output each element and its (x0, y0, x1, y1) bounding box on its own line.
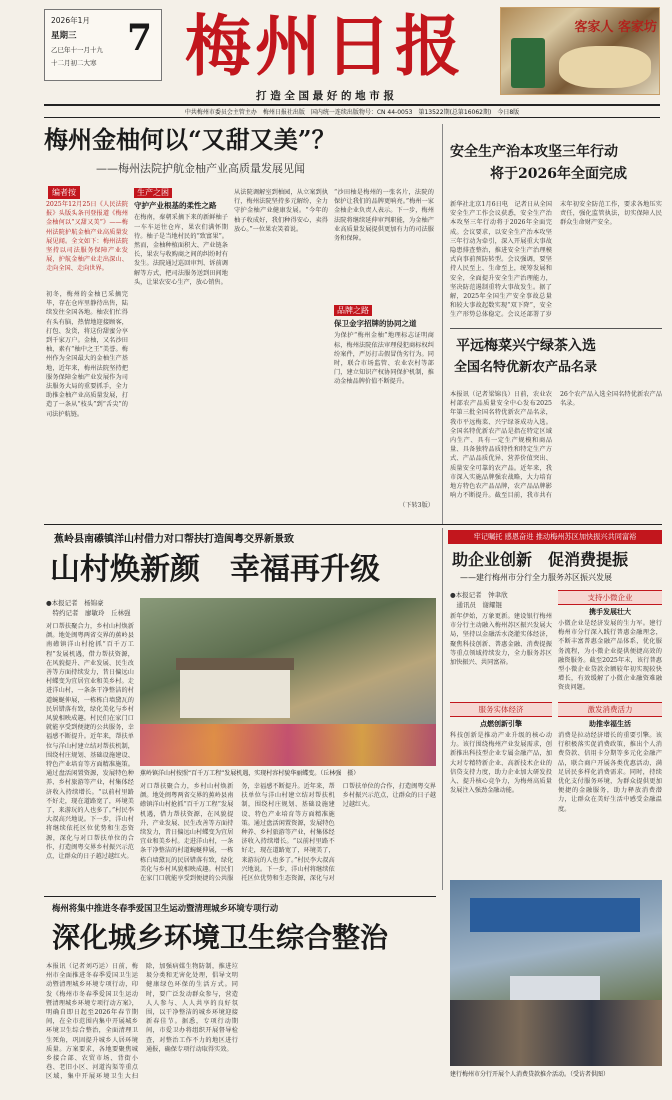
lead-subhead: ——梅州法院护航金柚产业高质量发展见闻 (96, 162, 305, 175)
village-body-cols: 对口帮扶聚合力，乡村山村焕新颜。地处闽粤两省交界的蕉岭县南礤镇洋山村抢抓“百千万工程”发展机遇，借力帮扶资源，在风貌提升、产业发展、民生改善等方面持续发力，昔日偏远山村蝶变为宜居宜业和美乡村。走进洋山村，一条条干净整洁的村道蜿蜒伸展，一栋栋白墙黛瓦的民居错落有致，绿化美化与乡村风貌相映成趣。村民们在家门口就能享受到便捷的公共服务，幸福感不断提升。近年来，帮扶单位与洋山村建立结对帮扶机制，围绕村庄规划、基础设施建设、特色产业培育等方面精准施策。通过盘活闲置资源，发展特色种养、乡村旅游等产业，村集体经济收入持续增长。“以前村里路不好走，现在道路宽了，环境美了，来游玩的人也多了。”村民李大叔高兴地说。下一步，洋山村将继续依托区位优势和生态资源，深化与对口帮扶单位的合作，打造闽粤交界乡村振兴示范点，让群众的日子越过越红火。 (140, 783, 436, 883)
lead-body-1: 初冬，梅州的金柚已采摘完毕，存在仓库里静待出售，陆续发往全国各地。柚农们忙得有头有脑，热情地迎接顾客，打包、发货，将这份甜蜜分享到千家万户。金柚，又名沙田柚，素有“柚中之王”美誉。梅州作为全国最大的金柚生产基地，近年来，梅州法院坚持把服务保障金柚产业发展作为司法服务大局的重要抓手，全力助推金柚产业高质量发展，打造了一条从“枝头”到“舌尖”的司法护航链。 (46, 291, 128, 418)
date-box (44, 9, 162, 81)
section-rule-2 (44, 896, 436, 897)
ad-brand: 客家人 客家坊 (574, 20, 657, 35)
finance-banner: 牢记嘱托 感恩奋进 推动梅州苏区加快振兴共同富裕 (448, 530, 662, 544)
box-consumption (558, 702, 662, 893)
col-divider-lower (442, 528, 443, 890)
editor-note: 2025年12月25日《人民法院报》头版头条刊登报道《梅州金柚何以“又甜又美”》——梅州法院护航金柚产业高质量发展见闻。全文如下：梅州法院坚持以司法服务保障产业发展，护航金柚产业走出深山、走向全国、走向世界。 (46, 201, 128, 273)
tea-headline-2: 全国名特优新农产品名录 (454, 360, 598, 375)
lead-continued: （下转3版） (399, 502, 434, 510)
photo-banner (470, 898, 640, 932)
weekday: 星期三 (51, 31, 77, 41)
village-photo (140, 598, 436, 766)
lead-body-4: 为保护“梅州金柚”地理标志证明商标，梅州法院依法审理侵犯商标权纠纷案件，严厉打击假冒伪劣行为。同时，联合市场监管、农业农村等部门，建立知识产权协同保护机制，推动金柚品牌价值不断提升。 (334, 332, 434, 386)
health-headline: 深化城乡环境卫生综合整治 (52, 921, 389, 954)
col-divider-right (442, 124, 443, 524)
photo-flowers (140, 724, 436, 766)
section-subtitle-production: 守护产业根基的柔性之路 (134, 201, 217, 211)
village-headline: 山村焕新颜 幸福再升级 (50, 552, 380, 587)
newspaper-slogan: 打 造 全 国 最 好 的 地 市 报 (256, 90, 394, 102)
health-kicker: 梅州将集中推进冬春季爱国卫生运动暨清理城乡环境专项行动 (52, 903, 279, 913)
section-tag-production: 生产之困 (134, 188, 172, 198)
box2-head: 服务实体经济 (450, 702, 552, 717)
section-subtitle-brand: 保卫金字招牌的协同之道 (334, 319, 417, 329)
finance-headline: 助企业创新 促消费提振 (452, 550, 629, 569)
box-real-economy (450, 702, 552, 893)
box3-sub: 助推幸福生活 (589, 719, 631, 728)
box-small-business (558, 590, 662, 715)
tea-body: 本报讯（记者梁锦良）日前，农业农村部农产品质量安全中心发布2025年第三批全国名特优新农产品名录，我市平远梅菜、兴宁绿茶成功入选。全国名特优新农产品是指在特定区域内生产、具有一定生产规模和商品量、具备独特品质特性和特定生产方式、产品品质优异、营养价值突出、质量安全可靠的农产品。近年来，我市深入实施品牌强农战略，大力培育地方特色农产品品牌，农产品品牌影响力不断提升。截至目前，我市共有26个农产品入选全国名特优新农产品名录。 (450, 391, 662, 500)
lead-headline: 梅州金柚何以“又甜又美”？ (44, 125, 336, 154)
safety-headline-2: 将于2026年全面完成 (490, 166, 627, 182)
section-tag-brand: 品牌之路 (334, 305, 372, 316)
publisher-line: 中共梅州市委员会主管主办 梅州日报社出版 国内统一连续出版物号：CN 44-0053 第13522期(总第16062期) 今日8版 (184, 109, 520, 116)
tea-headline-1: 平远梅菜兴宁绿茶入选 (456, 338, 596, 354)
finance-caption: 建行梅州市分行开展个人消费贷款推介活动。（受访者供图） (450, 1071, 610, 1078)
finance-byline-2: 通讯员 谢耀锟 (450, 601, 502, 609)
safety-tea-divider (450, 328, 662, 329)
lead-body-3: 从法院调解室到柚园，从立案到执行，梅州法院坚持多元解纷，全力守护金柚产业健康发展。“今年的柚子收成好，我们种得安心，卖得放心。”一位果农笑着说。 (234, 189, 328, 233)
village-byline-2: 特约记者 廖敏玲 丘林强 (46, 609, 131, 617)
village-kicker: 蕉岭县南礤镇洋山村借力对口帮扶打造闽粤交界新景致 (54, 534, 294, 545)
finance-subhead: ——建行梅州市分行全力服务苏区振兴发展 (460, 573, 612, 582)
ad-food-image (559, 46, 651, 88)
photo-table (510, 976, 600, 1000)
safety-headline-1: 安全生产治本攻坚三年行动 (450, 144, 618, 160)
newspaper-title: 梅州日报 (185, 7, 465, 85)
box2-sub: 点燃创新引擎 (480, 719, 522, 728)
editor-tag: 编者按 (48, 186, 80, 199)
finance-intro: 新年伊始，万象更新。建设银行梅州市分行主动融入梅州苏区振兴发展大局，坚持以金融活水浇灌实体经济，聚焦科技创新、普惠金融、消费提振等重点领域持续发力，全力服务苏区加快振兴、共同富裕。 (450, 613, 552, 667)
lunar-date: 乙巳年十一月十九 (51, 46, 103, 54)
photo-crowd (450, 1000, 662, 1066)
safety-body: 新华社北京1月6日电 记者日从全国安全生产工作会议获悉，安全生产治本攻坚三年行动将于2026年全面完成。会议要求，以安全生产治本攻坚三年行动为牵引，深入开展重大事故隐患排查整治，推进安全生产治理模式向事前预防转型。会议强调，要坚持人民至上、生命至上，统筹发展和安全，全面提升安全生产治理能力，坚决防范遏制重特大事故发生。据了解，2025年全国生产安全事故总量和较大事故起数实现“双下降”，安全生产形势总体稳定。会议还部署了岁末年初安全防范工作，要求各地压实责任，强化监管执法，切实保障人民群众生命财产安全。 (450, 201, 662, 319)
section-rule-1 (44, 524, 662, 525)
box1-body: 小微企业是经济发展的生力军。建行梅州市分行深入践行普惠金融理念，不断丰富普惠金融产品体系，优化服务流程，为小微企业提供便捷高效的融资服务。截至2025年末，该行普惠型小微企业贷款余额较年初实现较快增长，有效缓解了小微企业融资难融资贵问题。 (558, 620, 662, 692)
lead-body-4-column (334, 188, 434, 518)
masthead-rule (44, 104, 660, 106)
village-body-col1: 对口帮扶聚合力，乡村山村焕新颜。地处闽粤两省交界的蕉岭县南礤镇洋山村抢抓“百千万工程”发展机遇，借力帮扶资源，在风貌提升、产业发展、民生改善等方面持续发力，昔日偏远山村蝶变为宜居宜业和美乡村。走进洋山村，一条条干净整洁的村道蜿蜒伸展，一栋栋白墙黛瓦的民居错落有致，绿化美化与乡村风貌相映成趣。村民们在家门口就能享受到便捷的公共服务，幸福感不断提升。近年来，帮扶单位与洋山村建立结对帮扶机制，围绕村庄规划、基础设施建设、特色产业培育等方面精准施策。通过盘活闲置资源，发展特色种养、乡村旅游等产业，村集体经济收入持续增长。“以前村里路不好走，现在道路宽了，环境美了，来游玩的人也多了。”村民李大叔高兴地说。下一步，洋山村将继续依托区位优势和生态资源，深化与对口帮扶单位的合作，打造闽粤交界乡村振兴示范点，让群众的日子越过越红火。 (46, 623, 134, 861)
day-number: 7 (127, 17, 153, 59)
masthead-ad (500, 7, 660, 95)
lead-body-2: 在梅南，秦朝采摘下来的新鲜柚子一车车运往仓库，果农们满怀期待。柚子是当地村民的“致富果”。然而，金柚种植面积大、产业链条长，果农与收购商之间的纠纷时有发生。法院通过巡回审判、诉前调解等方式，把司法服务送到田间地头，让果农安心生产，放心销售。 (134, 214, 228, 286)
masthead-rule-bottom (44, 117, 660, 118)
box2-body: 科技创新是推动产业升级的核心动力。该行围绕梅州产业发展需求，创新推出科技型企业专属金融产品，加大对专精特新企业、高新技术企业的信贷支持力度，助力企业加大研发投入、提升核心竞争力，为梅州高质量发展注入强劲金融动能。 (450, 732, 552, 795)
box3-head: 激发消费活力 (558, 702, 662, 717)
photo-roof (176, 658, 294, 670)
village-caption: 蕉岭镇洋山村按照“百千万工程”发展机遇，实现村容村貌华丽蝶变。（丘林强 摄） (140, 770, 360, 777)
box1-sub: 携手发展壮大 (589, 607, 631, 616)
box3-body: 消费是拉动经济增长的重要引擎。该行积极落实促消费政策，推出个人消费贷款、信用卡分期等多元化金融产品，联合商户开展各类优惠活动，满足居民多样化消费需求。同时，持续优化支付服务环境，为群众提供更加便捷的金融服务，助力释放消费潜力，让群众在美好生活中感受金融温度。 (558, 732, 662, 813)
box1-head: 支持小微企业 (558, 590, 662, 605)
solar-term: 十二月初二大寒 (51, 59, 97, 67)
photo-building (180, 668, 290, 718)
finance-byline-1: ●本报记者 钟聿欣 (450, 591, 508, 599)
ad-product-icon (511, 38, 545, 88)
date-line: 2026年1月 (51, 16, 90, 25)
lead-body-2-column (134, 188, 228, 518)
health-body: 本报讯（记者刘巧运）日前，梅州市全面推进冬春季爱国卫生运动暨清理城乡环境专项行动，印发《梅州市冬春季爱国卫生运动暨清理城乡环境专项行动方案》，明确自即日起至2026年春节期间，在全市范围内集中开展城乡环境卫生综合整治，全面清理卫生死角，巩固提升城乡人居环境质量。方案要求，各地要聚焦城乡接合部、农贸市场、背街小巷、老旧小区、河道沟渠等重点区域，集中开展环境卫生大扫除，加强病媒生物防制，推进垃圾分类和无害化处理，倡导文明健康绿色环保的生活方式。同时，要广泛发动群众参与，营造人人参与、人人共享的良好氛围，以干净整洁的城乡环境迎接新春佳节。据悉，专项行动期间，市爱卫办将组织开展督导检查，对整治工作不力的地区进行通报，确保专项行动取得实效。 (46, 963, 238, 1081)
finance-photo (450, 880, 662, 1066)
masthead (0, 0, 672, 118)
village-byline-1: ●本报记者 杨锦豪 (46, 599, 104, 607)
lead-body-5: “沙田柚是梅州的一张名片，法院的保护让我们的品牌更响亮。”梅州一家金柚企业负责人表示。下一步，梅州法院将继续延伸审判职能，为金柚产业高质量发展提供更加有力的司法服务和保障。 (334, 189, 434, 243)
